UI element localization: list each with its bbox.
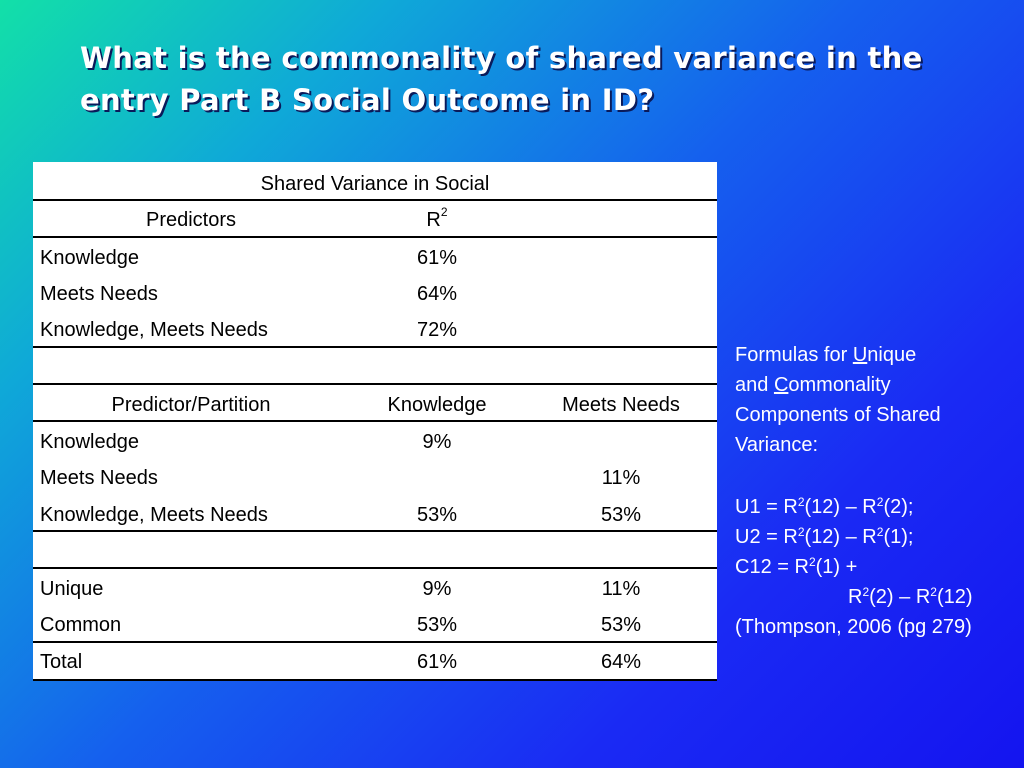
formula-c12: $C12 = R^2(1)$ + [735, 555, 858, 578]
table-caption-row [33, 166, 717, 202]
table-row [33, 276, 717, 312]
table-row [33, 497, 717, 533]
meets-needs-value [525, 424, 717, 460]
row-label: Unique [40, 578, 104, 600]
row-label: Knowledge [40, 247, 139, 269]
knowledge-value: 9% [422, 431, 452, 453]
formula-u1: $U1 = R^2(12) - R^2(2)$; [735, 495, 914, 518]
formula-notes [735, 340, 1020, 642]
meets-needs-value: 64% [600, 651, 642, 673]
r-squared-value: 72% [416, 319, 458, 341]
notes-line: Formulas for Unique [735, 344, 917, 366]
r-squared-header: $R^2$ [426, 205, 448, 231]
divider [33, 679, 717, 681]
table-row [33, 460, 717, 496]
row-label: Knowledge, Meets Needs [40, 319, 268, 341]
table-row [33, 312, 717, 348]
r-squared-value: 64% [416, 283, 458, 305]
divider [33, 383, 717, 385]
table-row [33, 571, 717, 607]
formula-u2: $U2 = R^2(12) - R^2(1)$; [735, 525, 914, 548]
meets-needs-value: 53% [600, 504, 642, 526]
notes-line: and Commonality [735, 374, 891, 396]
knowledge-value: 53% [416, 504, 458, 526]
row-label: Total [40, 651, 83, 673]
r-squared-value: 61% [416, 247, 458, 269]
divider [33, 530, 717, 532]
divider [33, 567, 717, 569]
shared-variance-table [33, 162, 717, 681]
header-row-partition [33, 387, 717, 423]
knowledge-value: 53% [416, 614, 458, 636]
row-label: Meets Needs [40, 467, 158, 489]
divider [33, 346, 717, 348]
total-row [33, 644, 717, 680]
meets-needs-header: Meets Needs [562, 394, 680, 416]
divider [33, 236, 717, 238]
table-row [33, 424, 717, 460]
knowledge-value: 9% [422, 578, 452, 600]
slide-title: What is the commonality of shared variance in the entry Part B Social Outcome in ID? [80, 41, 923, 117]
knowledge-value [349, 460, 525, 496]
row-label: Common [40, 614, 122, 636]
divider [33, 420, 717, 422]
table-row [33, 240, 717, 276]
table-row [33, 607, 717, 643]
row-label: Knowledge, Meets Needs [40, 504, 268, 526]
divider [33, 641, 717, 643]
header-row-predictors [33, 202, 717, 238]
formula-c12-continued: $R^2(2) - R^2(12)$ [848, 585, 973, 608]
knowledge-header: Knowledge [387, 394, 487, 416]
predictors-header: Predictors [145, 209, 237, 231]
row-label: Meets Needs [40, 283, 158, 305]
row-label: Knowledge [40, 431, 139, 453]
meets-needs-value: 11% [601, 467, 641, 489]
table-caption: Shared Variance in Social [260, 173, 490, 195]
partition-header: Predictor/Partition [111, 394, 271, 416]
meets-needs-value: 11% [601, 578, 641, 600]
meets-needs-value: 53% [600, 614, 642, 636]
divider [33, 199, 717, 201]
notes-line: Components of Shared Variance: [735, 404, 941, 456]
citation: (Thompson, 2006 (pg 279) [735, 616, 972, 638]
knowledge-value: 61% [416, 651, 458, 673]
